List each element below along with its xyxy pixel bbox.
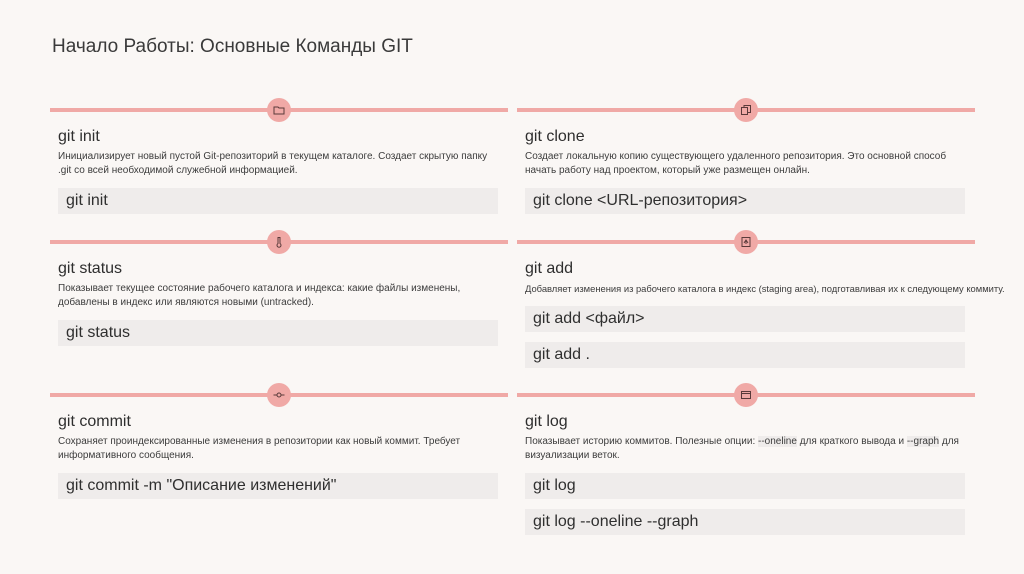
command-title: git log [525, 413, 568, 430]
window-icon [734, 383, 758, 407]
copy-icon [734, 98, 758, 122]
code-snippet: git log --oneline --graph [525, 509, 965, 535]
code-snippet: git commit -m "Описание изменений" [58, 473, 498, 499]
section-divider [50, 230, 508, 254]
command-title: git clone [525, 128, 585, 145]
file-add-icon [734, 230, 758, 254]
section-divider [517, 230, 975, 254]
card-git-status [50, 230, 508, 346]
card-git-init [50, 98, 508, 214]
code-snippet: git add . [525, 342, 965, 368]
section-divider [50, 383, 508, 407]
section-divider [50, 98, 508, 122]
page-title: Начало Работы: Основные Команды GIT [52, 36, 413, 57]
code-snippet: git clone <URL-репозитория> [525, 188, 965, 214]
thermometer-icon [267, 230, 291, 254]
command-description: Создает локальную копию существующего удаленного репозитория. Это основной способ начать работу над проектом, который уже размещен онлайн. [525, 151, 947, 176]
option-oneline: --oneline [758, 436, 797, 447]
section-divider [517, 383, 975, 407]
section-divider [517, 98, 975, 122]
code-snippet: git log [525, 473, 965, 499]
command-title: git init [58, 128, 100, 145]
option-graph: --graph [906, 436, 940, 447]
command-description: Инициализирует новый пустой Git-репозиторий в текущем каталоге. Создает скрытую папку .git со всей необходимой служебной информацией. [58, 151, 488, 176]
command-description: Сохраняет проиндексированные изменения в репозитории как новый коммит. Требует информативного сообщения. [58, 436, 461, 461]
card-git-clone [517, 98, 975, 214]
command-description: Добавляет изменения из рабочего каталога в индекс (staging area), подготавливая их к следующему коммиту. [525, 283, 1005, 294]
commit-icon [267, 383, 291, 407]
code-snippet: git init [58, 188, 498, 214]
folder-icon [267, 98, 291, 122]
command-title: git commit [58, 413, 131, 430]
command-title: git add [525, 260, 574, 277]
command-description: Показывает историю коммитов. Полезные опции: --oneline для краткого вывода и --graph для визуализации веток. [525, 436, 959, 461]
code-snippet: git add <файл> [525, 306, 965, 332]
card-git-commit [50, 383, 508, 499]
card-git-log [517, 383, 975, 535]
code-snippet: git status [58, 320, 498, 346]
command-description: Показывает текущее состояние рабочего каталога и индекса: какие файлы изменены, добавлены в индекс или являются новыми (untracked). [58, 283, 461, 308]
card-git-add [517, 230, 1005, 368]
command-title: git status [58, 260, 123, 277]
